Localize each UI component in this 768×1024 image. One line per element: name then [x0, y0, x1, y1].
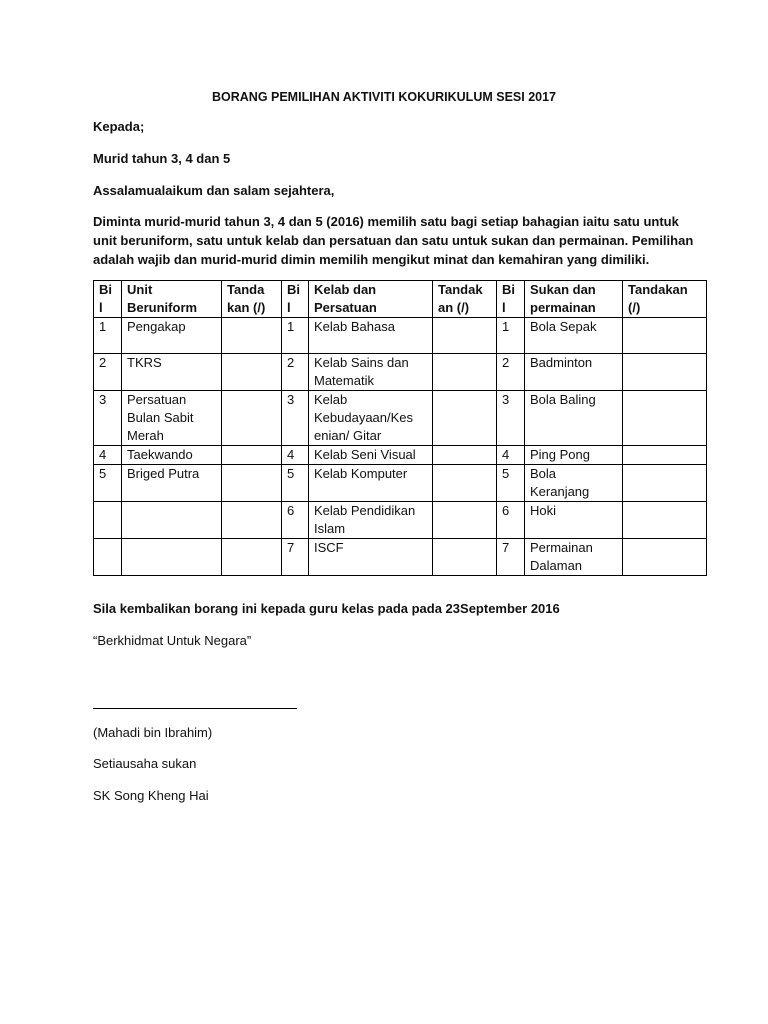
- signatory-role: Setiausaha sukan: [93, 756, 197, 771]
- instruction-paragraph: Diminta murid-murid tahun 3, 4 dan 5 (2016) memilih satu bagi setiap bahagian iaitu satu untuk unit beruniform, satu untuk kelab dan persatuan dan satu untuk sukan dan permainan. Pemilihan adalah wajib dan murid-murid dimin memilih mengikut minat dan kemahiran yang dimiliki.: [93, 214, 694, 267]
- bil-kelab-cell: 7: [282, 539, 309, 576]
- unit-cell: Persatuan Bulan Sabit Merah: [122, 391, 222, 446]
- activity-selection-table: [93, 280, 707, 576]
- signatory-name: (Mahadi bin Ibrahim): [93, 725, 213, 740]
- tandakan-kelab-cell[interactable]: [433, 502, 497, 539]
- header-tandakan-unit: Tanda kan (/): [222, 281, 282, 318]
- sukan-cell: Hoki: [525, 502, 623, 539]
- tandakan-kelab-cell[interactable]: [433, 465, 497, 502]
- tandakan-sukan-cell[interactable]: [623, 465, 707, 502]
- table-row: [94, 502, 707, 539]
- sukan-cell: Bola Sepak: [525, 318, 623, 354]
- tandakan-unit-cell[interactable]: [222, 446, 282, 465]
- bil-kelab-cell: 3: [282, 391, 309, 446]
- bil-unit-cell: 1: [94, 318, 122, 354]
- table-row: [94, 539, 707, 576]
- bil-unit-cell: 2: [94, 354, 122, 391]
- kelab-cell: ISCF: [309, 539, 433, 576]
- tandakan-sukan-cell[interactable]: [623, 354, 707, 391]
- tandakan-kelab-cell[interactable]: [433, 539, 497, 576]
- unit-cell: Taekwando: [122, 446, 222, 465]
- tandakan-unit-cell[interactable]: [222, 354, 282, 391]
- header-sukan-permainan: Sukan dan permainan: [525, 281, 623, 318]
- bil-unit-cell: [94, 502, 122, 539]
- tandakan-sukan-cell[interactable]: [623, 318, 707, 354]
- header-tandakan-sukan: Tandakan (/): [623, 281, 707, 318]
- header-unit-beruniform: Unit Beruniform: [122, 281, 222, 318]
- kelab-cell: Kelab Seni Visual: [309, 446, 433, 465]
- sukan-cell: Badminton: [525, 354, 623, 391]
- table-header-row: [94, 281, 707, 318]
- tandakan-sukan-cell[interactable]: [623, 391, 707, 446]
- bil-unit-cell: 4: [94, 446, 122, 465]
- kelab-cell: Kelab Bahasa: [309, 318, 433, 354]
- bil-kelab-cell: 6: [282, 502, 309, 539]
- sukan-cell: Bola Keranjang: [525, 465, 623, 502]
- bil-sukan-cell: 2: [497, 354, 525, 391]
- kelab-cell: Kelab Komputer: [309, 465, 433, 502]
- bil-unit-cell: 3: [94, 391, 122, 446]
- return-note: Sila kembalikan borang ini kepada guru kelas pada pada 23September 2016: [93, 601, 560, 616]
- motto: “Berkhidmat Untuk Negara”: [93, 633, 252, 648]
- sukan-cell: Bola Baling: [525, 391, 623, 446]
- unit-cell: Pengakap: [122, 318, 222, 354]
- bil-kelab-cell: 2: [282, 354, 309, 391]
- tandakan-sukan-cell[interactable]: [623, 446, 707, 465]
- kelab-cell: Kelab Kebudayaan/Kes enian/ Gitar: [309, 391, 433, 446]
- tandakan-kelab-cell[interactable]: [433, 391, 497, 446]
- sukan-cell: Ping Pong: [525, 446, 623, 465]
- recipient: Murid tahun 3, 4 dan 5: [93, 151, 231, 166]
- tandakan-sukan-cell[interactable]: [623, 502, 707, 539]
- table-row: [94, 446, 707, 465]
- sukan-cell: Permainan Dalaman: [525, 539, 623, 576]
- tandakan-sukan-cell[interactable]: [623, 539, 707, 576]
- header-bil-sukan: Bi l: [497, 281, 525, 318]
- bil-unit-cell: 5: [94, 465, 122, 502]
- unit-cell: TKRS: [122, 354, 222, 391]
- bil-sukan-cell: 3: [497, 391, 525, 446]
- bil-sukan-cell: 7: [497, 539, 525, 576]
- unit-cell: [122, 539, 222, 576]
- table-row: [94, 465, 707, 502]
- document-title: BORANG PEMILIHAN AKTIVITI KOKURIKULUM SESI 2017: [211, 90, 556, 104]
- bil-kelab-cell: 1: [282, 318, 309, 354]
- bil-sukan-cell: 6: [497, 502, 525, 539]
- tandakan-kelab-cell[interactable]: [433, 318, 497, 354]
- bil-sukan-cell: 1: [497, 318, 525, 354]
- bil-kelab-cell: 4: [282, 446, 309, 465]
- bil-unit-cell: [94, 539, 122, 576]
- bil-sukan-cell: 5: [497, 465, 525, 502]
- header-tandakan-kelab: Tandak an (/): [433, 281, 497, 318]
- school-name: SK Song Kheng Hai: [93, 788, 209, 803]
- tandakan-unit-cell[interactable]: [222, 502, 282, 539]
- unit-cell: Briged Putra: [122, 465, 222, 502]
- signature-line: [93, 708, 297, 709]
- table-row: [94, 354, 707, 391]
- tandakan-unit-cell[interactable]: [222, 539, 282, 576]
- header-bil-kelab: Bi l: [282, 281, 309, 318]
- header-bil-unit: Bi l: [94, 281, 122, 318]
- table-row: [94, 391, 707, 446]
- tandakan-unit-cell[interactable]: [222, 465, 282, 502]
- table-row: [94, 318, 707, 354]
- tandakan-unit-cell[interactable]: [222, 391, 282, 446]
- tandakan-unit-cell[interactable]: [222, 318, 282, 354]
- bil-kelab-cell: 5: [282, 465, 309, 502]
- kelab-cell: Kelab Pendidikan Islam: [309, 502, 433, 539]
- bil-sukan-cell: 4: [497, 446, 525, 465]
- header-kelab-persatuan: Kelab dan Persatuan: [309, 281, 433, 318]
- unit-cell: [122, 502, 222, 539]
- kelab-cell: Kelab Sains dan Matematik: [309, 354, 433, 391]
- tandakan-kelab-cell[interactable]: [433, 354, 497, 391]
- salutation: Kepada;: [93, 119, 145, 134]
- greeting: Assalamualaikum dan salam sejahtera,: [93, 183, 335, 198]
- tandakan-kelab-cell[interactable]: [433, 446, 497, 465]
